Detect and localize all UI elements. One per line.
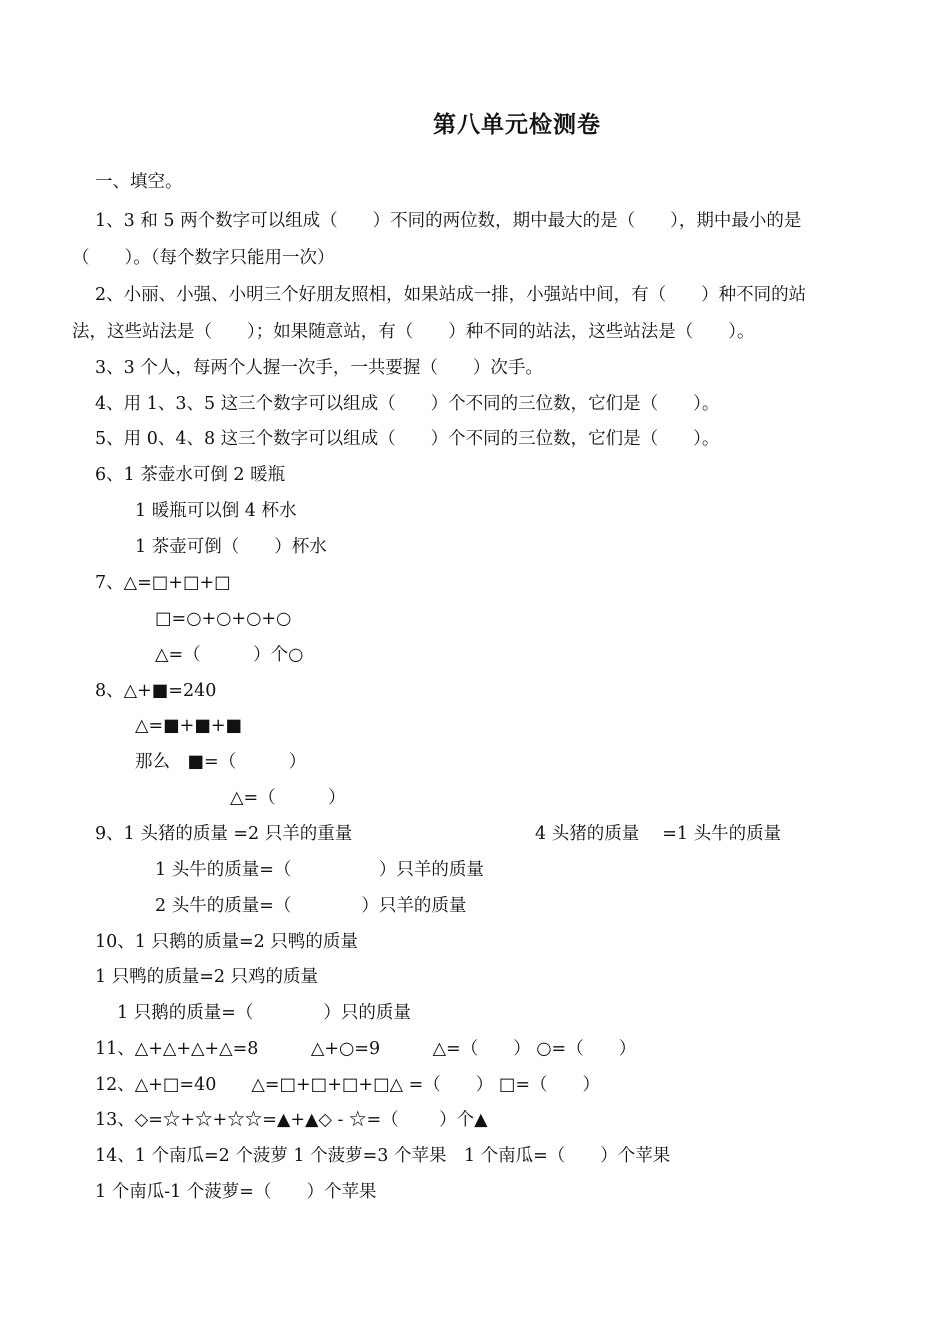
question-2-line-2: 法，这些站法是（ ）；如果随意站，有（ ）种不同的站法，这些站法是（ ）。	[72, 322, 755, 342]
question-14-line-1: 14、1 个南瓜=2 个菠萝 1 个菠萝=3 个苹果 1 个南瓜=（ ）个苹果	[95, 1146, 671, 1166]
question-4: 4、用 1、3、5 这三个数字可以组成（ ）个不同的三位数，它们是（ ）。	[95, 394, 720, 414]
question-5: 5、用 0、4、8 这三个数字可以组成（ ）个不同的三位数，它们是（ ）。	[95, 429, 720, 449]
question-7-line-1: 7、△=□+□+□	[95, 573, 231, 593]
question-8-line-1: 8、△+■=240	[95, 681, 217, 701]
question-3: 3、3 个人，每两个人握一次手，一共要握（ ）次手。	[95, 358, 543, 378]
question-9-line-2: 1 头牛的质量=（ ）只羊的质量	[155, 860, 484, 880]
question-11: 11、△+△+△+△=8 △+○=9 △=（ ） ○=（ ）	[95, 1039, 637, 1059]
question-6-line-1: 6、1 茶壶水可倒 2 暖瓶	[95, 465, 286, 485]
section-heading: 一、填空。	[95, 172, 183, 192]
question-8-line-2: △=■+■+■	[135, 716, 243, 736]
question-9-line-1a: 9、1 头猪的质量 =2 只羊的重量	[95, 824, 353, 844]
question-7-line-3: △=（ ）个○	[155, 645, 304, 665]
question-1-line-2: （ ）。（每个数字只能用一次）	[72, 248, 335, 268]
question-10-line-3: 1 只鹅的质量=（ ）只的质量	[117, 1003, 411, 1023]
question-7-line-2: □=○+○+○+○	[155, 609, 292, 629]
question-2-line-1: 2、小丽、小强、小明三个好朋友照相，如果站成一排，小强站中间，有（ ）种不同的站	[95, 285, 807, 305]
question-12: 12、△+□=40 △=□+□+□+□△ =（ ） □=（ ）	[95, 1075, 601, 1095]
question-10-line-2: 1 只鸭的质量=2 只鸡的质量	[95, 967, 319, 987]
question-6-line-2: 1 暖瓶可以倒 4 杯水	[135, 501, 297, 521]
page-title: 第八单元检测卷	[433, 111, 601, 138]
question-9-line-1b: 4 头猪的质量 =1 头牛的质量	[535, 824, 782, 844]
question-14-line-2: 1 个南瓜-1 个菠萝=（ ）个苹果	[95, 1182, 377, 1202]
question-1-line-1: 1、3 和 5 两个数字可以组成（ ）不同的两位数，期中最大的是（ ），期中最小的是	[95, 211, 802, 231]
question-13: 13、◇=☆+☆+☆☆=▲+▲◇ - ☆=（ ）个▲	[95, 1110, 488, 1130]
question-8-line-4: △=（ ）	[230, 788, 346, 808]
question-10-line-1: 10、1 只鹅的质量=2 只鸭的质量	[95, 932, 358, 952]
question-9-line-3: 2 头牛的质量=（ ）只羊的质量	[155, 896, 467, 916]
question-6-line-3: 1 茶壶可倒（ ）杯水	[135, 537, 327, 557]
question-8-line-3: 那么 ■=（ ）	[135, 752, 307, 772]
